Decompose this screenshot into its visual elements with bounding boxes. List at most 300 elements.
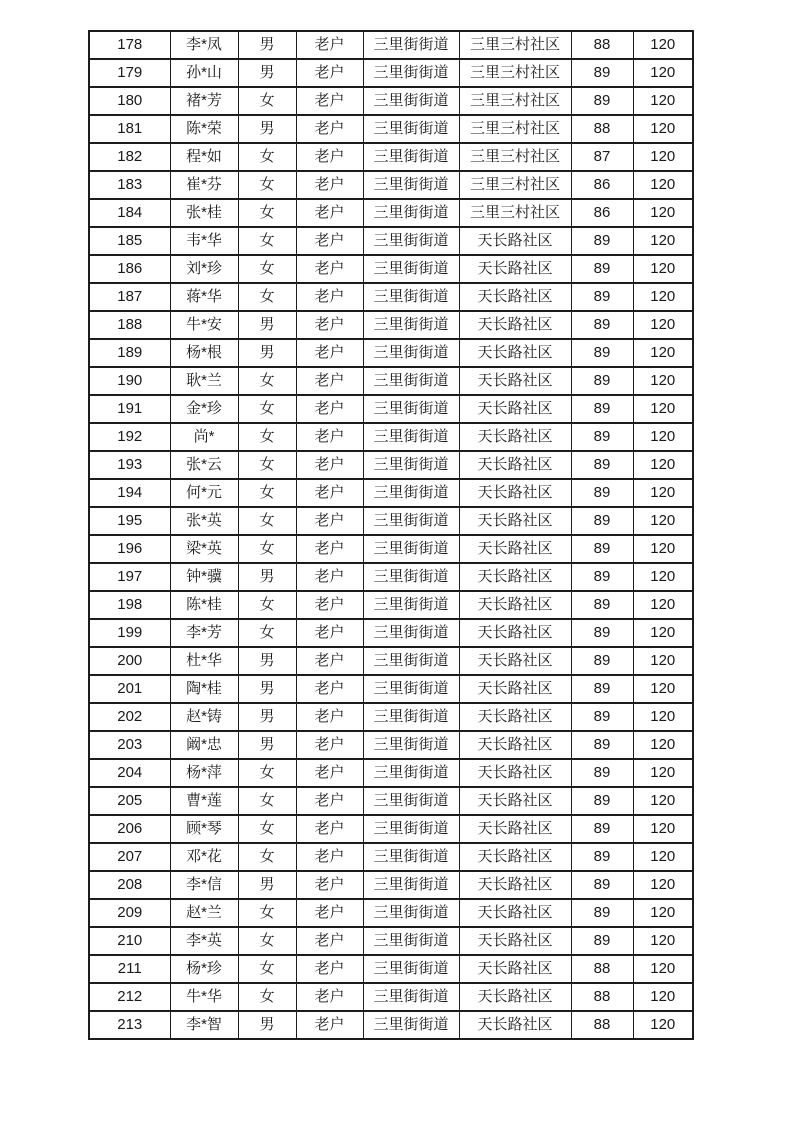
table-row xyxy=(89,507,693,535)
cell-gender: 女 xyxy=(238,815,296,843)
cell-gender: 男 xyxy=(238,115,296,143)
cell-name: 褚*芳 xyxy=(170,87,238,115)
cell-serial-number: 211 xyxy=(89,955,170,983)
cell-street: 三里街街道 xyxy=(363,619,459,647)
cell-gender: 女 xyxy=(238,283,296,311)
cell-gender: 女 xyxy=(238,591,296,619)
cell-street: 三里街街道 xyxy=(363,507,459,535)
cell-household-type: 老户 xyxy=(296,479,363,507)
cell-household-type: 老户 xyxy=(296,899,363,927)
cell-score: 88 xyxy=(571,115,633,143)
cell-community: 天长路社区 xyxy=(459,227,571,255)
cell-serial-number: 204 xyxy=(89,759,170,787)
table-row xyxy=(89,423,693,451)
table-row xyxy=(89,115,693,143)
cell-household-type: 老户 xyxy=(296,927,363,955)
cell-score: 89 xyxy=(571,367,633,395)
cell-household-type: 老户 xyxy=(296,87,363,115)
cell-street: 三里街街道 xyxy=(363,283,459,311)
cell-max-score: 120 xyxy=(633,199,693,227)
cell-score: 89 xyxy=(571,843,633,871)
cell-gender: 男 xyxy=(238,563,296,591)
cell-name: 阚*忠 xyxy=(170,731,238,759)
cell-gender: 女 xyxy=(238,787,296,815)
cell-score: 89 xyxy=(571,815,633,843)
table-row xyxy=(89,283,693,311)
cell-community: 天长路社区 xyxy=(459,535,571,563)
table-row xyxy=(89,479,693,507)
cell-name: 何*元 xyxy=(170,479,238,507)
cell-serial-number: 192 xyxy=(89,423,170,451)
cell-street: 三里街街道 xyxy=(363,731,459,759)
cell-max-score: 120 xyxy=(633,815,693,843)
cell-gender: 男 xyxy=(238,339,296,367)
table-row xyxy=(89,787,693,815)
cell-household-type: 老户 xyxy=(296,871,363,899)
cell-gender: 女 xyxy=(238,535,296,563)
cell-name: 刘*珍 xyxy=(170,255,238,283)
cell-name: 杜*华 xyxy=(170,647,238,675)
cell-max-score: 120 xyxy=(633,31,693,59)
cell-name: 牛*安 xyxy=(170,311,238,339)
cell-name: 李*智 xyxy=(170,1011,238,1039)
cell-street: 三里街街道 xyxy=(363,423,459,451)
cell-street: 三里街街道 xyxy=(363,31,459,59)
table-row xyxy=(89,675,693,703)
cell-community: 三里三村社区 xyxy=(459,87,571,115)
table-row xyxy=(89,367,693,395)
cell-serial-number: 210 xyxy=(89,927,170,955)
cell-street: 三里街街道 xyxy=(363,871,459,899)
table-row xyxy=(89,339,693,367)
cell-street: 三里街街道 xyxy=(363,479,459,507)
cell-street: 三里街街道 xyxy=(363,87,459,115)
cell-score: 89 xyxy=(571,255,633,283)
cell-max-score: 120 xyxy=(633,927,693,955)
cell-community: 天长路社区 xyxy=(459,507,571,535)
cell-community: 天长路社区 xyxy=(459,283,571,311)
cell-name: 赵*铸 xyxy=(170,703,238,731)
cell-score: 89 xyxy=(571,731,633,759)
cell-max-score: 120 xyxy=(633,171,693,199)
cell-serial-number: 208 xyxy=(89,871,170,899)
cell-serial-number: 185 xyxy=(89,227,170,255)
cell-name: 李*英 xyxy=(170,927,238,955)
cell-street: 三里街街道 xyxy=(363,395,459,423)
cell-serial-number: 205 xyxy=(89,787,170,815)
cell-score: 89 xyxy=(571,479,633,507)
cell-street: 三里街街道 xyxy=(363,115,459,143)
cell-name: 牛*华 xyxy=(170,983,238,1011)
table-row xyxy=(89,395,693,423)
table-row xyxy=(89,1011,693,1039)
cell-name: 邓*花 xyxy=(170,843,238,871)
cell-street: 三里街街道 xyxy=(363,451,459,479)
table-row xyxy=(89,703,693,731)
table-row xyxy=(89,647,693,675)
cell-score: 89 xyxy=(571,535,633,563)
cell-street: 三里街街道 xyxy=(363,703,459,731)
cell-street: 三里街街道 xyxy=(363,535,459,563)
cell-score: 89 xyxy=(571,591,633,619)
cell-name: 李*芳 xyxy=(170,619,238,647)
cell-street: 三里街街道 xyxy=(363,787,459,815)
cell-community: 天长路社区 xyxy=(459,339,571,367)
cell-serial-number: 196 xyxy=(89,535,170,563)
cell-name: 尚* xyxy=(170,423,238,451)
cell-gender: 女 xyxy=(238,395,296,423)
cell-street: 三里街街道 xyxy=(363,171,459,199)
cell-household-type: 老户 xyxy=(296,339,363,367)
cell-street: 三里街街道 xyxy=(363,367,459,395)
cell-max-score: 120 xyxy=(633,647,693,675)
cell-household-type: 老户 xyxy=(296,507,363,535)
cell-max-score: 120 xyxy=(633,535,693,563)
cell-gender: 女 xyxy=(238,143,296,171)
cell-score: 89 xyxy=(571,451,633,479)
cell-community: 天长路社区 xyxy=(459,871,571,899)
cell-household-type: 老户 xyxy=(296,31,363,59)
cell-name: 李*凤 xyxy=(170,31,238,59)
cell-score: 86 xyxy=(571,171,633,199)
cell-household-type: 老户 xyxy=(296,815,363,843)
cell-street: 三里街街道 xyxy=(363,59,459,87)
cell-max-score: 120 xyxy=(633,143,693,171)
cell-name: 金*珍 xyxy=(170,395,238,423)
cell-name: 崔*芬 xyxy=(170,171,238,199)
cell-max-score: 120 xyxy=(633,591,693,619)
cell-max-score: 120 xyxy=(633,843,693,871)
cell-name: 杨*根 xyxy=(170,339,238,367)
cell-max-score: 120 xyxy=(633,115,693,143)
table-row xyxy=(89,759,693,787)
cell-street: 三里街街道 xyxy=(363,675,459,703)
cell-name: 陈*桂 xyxy=(170,591,238,619)
cell-gender: 女 xyxy=(238,983,296,1011)
cell-gender: 男 xyxy=(238,1011,296,1039)
cell-household-type: 老户 xyxy=(296,955,363,983)
cell-street: 三里街街道 xyxy=(363,983,459,1011)
cell-name: 陈*荣 xyxy=(170,115,238,143)
cell-max-score: 120 xyxy=(633,367,693,395)
cell-serial-number: 183 xyxy=(89,171,170,199)
cell-community: 天长路社区 xyxy=(459,815,571,843)
table-row xyxy=(89,143,693,171)
cell-household-type: 老户 xyxy=(296,59,363,87)
cell-street: 三里街街道 xyxy=(363,199,459,227)
cell-max-score: 120 xyxy=(633,59,693,87)
cell-score: 89 xyxy=(571,899,633,927)
cell-score: 89 xyxy=(571,619,633,647)
cell-score: 89 xyxy=(571,311,633,339)
cell-household-type: 老户 xyxy=(296,283,363,311)
cell-max-score: 120 xyxy=(633,563,693,591)
cell-score: 87 xyxy=(571,143,633,171)
cell-serial-number: 179 xyxy=(89,59,170,87)
cell-max-score: 120 xyxy=(633,479,693,507)
cell-max-score: 120 xyxy=(633,283,693,311)
cell-household-type: 老户 xyxy=(296,843,363,871)
cell-score: 89 xyxy=(571,787,633,815)
cell-name: 杨*珍 xyxy=(170,955,238,983)
cell-household-type: 老户 xyxy=(296,227,363,255)
table-row xyxy=(89,31,693,59)
cell-street: 三里街街道 xyxy=(363,647,459,675)
cell-max-score: 120 xyxy=(633,871,693,899)
cell-serial-number: 190 xyxy=(89,367,170,395)
cell-community: 天长路社区 xyxy=(459,731,571,759)
table-row xyxy=(89,815,693,843)
cell-serial-number: 193 xyxy=(89,451,170,479)
cell-community: 天长路社区 xyxy=(459,563,571,591)
cell-serial-number: 200 xyxy=(89,647,170,675)
cell-serial-number: 198 xyxy=(89,591,170,619)
cell-community: 天长路社区 xyxy=(459,703,571,731)
cell-max-score: 120 xyxy=(633,983,693,1011)
cell-max-score: 120 xyxy=(633,1011,693,1039)
cell-household-type: 老户 xyxy=(296,787,363,815)
table-row xyxy=(89,451,693,479)
cell-max-score: 120 xyxy=(633,339,693,367)
table-row xyxy=(89,227,693,255)
cell-street: 三里街街道 xyxy=(363,143,459,171)
cell-max-score: 120 xyxy=(633,507,693,535)
cell-max-score: 120 xyxy=(633,955,693,983)
cell-gender: 女 xyxy=(238,171,296,199)
cell-street: 三里街街道 xyxy=(363,927,459,955)
cell-serial-number: 191 xyxy=(89,395,170,423)
cell-score: 89 xyxy=(571,647,633,675)
cell-street: 三里街街道 xyxy=(363,591,459,619)
table-row xyxy=(89,255,693,283)
cell-serial-number: 181 xyxy=(89,115,170,143)
cell-street: 三里街街道 xyxy=(363,843,459,871)
cell-gender: 女 xyxy=(238,899,296,927)
cell-gender: 男 xyxy=(238,675,296,703)
cell-name: 李*信 xyxy=(170,871,238,899)
cell-community: 天长路社区 xyxy=(459,675,571,703)
cell-community: 三里三村社区 xyxy=(459,31,571,59)
cell-community: 天长路社区 xyxy=(459,983,571,1011)
cell-name: 蒋*华 xyxy=(170,283,238,311)
cell-household-type: 老户 xyxy=(296,619,363,647)
cell-gender: 女 xyxy=(238,227,296,255)
cell-community: 天长路社区 xyxy=(459,367,571,395)
cell-community: 天长路社区 xyxy=(459,479,571,507)
cell-gender: 女 xyxy=(238,255,296,283)
cell-street: 三里街街道 xyxy=(363,815,459,843)
cell-serial-number: 180 xyxy=(89,87,170,115)
cell-name: 曹*莲 xyxy=(170,787,238,815)
cell-community: 天长路社区 xyxy=(459,619,571,647)
cell-serial-number: 188 xyxy=(89,311,170,339)
cell-community: 天长路社区 xyxy=(459,647,571,675)
cell-serial-number: 209 xyxy=(89,899,170,927)
cell-score: 89 xyxy=(571,339,633,367)
cell-name: 张*英 xyxy=(170,507,238,535)
cell-street: 三里街街道 xyxy=(363,339,459,367)
cell-community: 三里三村社区 xyxy=(459,115,571,143)
cell-serial-number: 213 xyxy=(89,1011,170,1039)
cell-community: 三里三村社区 xyxy=(459,143,571,171)
cell-gender: 女 xyxy=(238,955,296,983)
cell-score: 89 xyxy=(571,283,633,311)
cell-gender: 男 xyxy=(238,31,296,59)
cell-max-score: 120 xyxy=(633,787,693,815)
cell-community: 天长路社区 xyxy=(459,955,571,983)
cell-name: 程*如 xyxy=(170,143,238,171)
cell-gender: 女 xyxy=(238,367,296,395)
cell-street: 三里街街道 xyxy=(363,227,459,255)
cell-max-score: 120 xyxy=(633,255,693,283)
cell-serial-number: 195 xyxy=(89,507,170,535)
cell-score: 89 xyxy=(571,759,633,787)
cell-street: 三里街街道 xyxy=(363,759,459,787)
table-row xyxy=(89,87,693,115)
cell-community: 天长路社区 xyxy=(459,395,571,423)
cell-max-score: 120 xyxy=(633,619,693,647)
cell-household-type: 老户 xyxy=(296,171,363,199)
cell-community: 三里三村社区 xyxy=(459,199,571,227)
cell-serial-number: 186 xyxy=(89,255,170,283)
cell-household-type: 老户 xyxy=(296,731,363,759)
cell-max-score: 120 xyxy=(633,423,693,451)
cell-serial-number: 206 xyxy=(89,815,170,843)
cell-gender: 女 xyxy=(238,199,296,227)
table-row xyxy=(89,59,693,87)
cell-household-type: 老户 xyxy=(296,367,363,395)
cell-serial-number: 202 xyxy=(89,703,170,731)
cell-score: 88 xyxy=(571,983,633,1011)
cell-gender: 女 xyxy=(238,423,296,451)
table-row xyxy=(89,983,693,1011)
cell-household-type: 老户 xyxy=(296,703,363,731)
cell-serial-number: 212 xyxy=(89,983,170,1011)
cell-gender: 女 xyxy=(238,507,296,535)
cell-household-type: 老户 xyxy=(296,591,363,619)
cell-community: 天长路社区 xyxy=(459,759,571,787)
cell-serial-number: 194 xyxy=(89,479,170,507)
cell-street: 三里街街道 xyxy=(363,899,459,927)
table-row xyxy=(89,871,693,899)
cell-community: 天长路社区 xyxy=(459,591,571,619)
cell-serial-number: 189 xyxy=(89,339,170,367)
cell-name: 耿*兰 xyxy=(170,367,238,395)
cell-household-type: 老户 xyxy=(296,535,363,563)
cell-serial-number: 201 xyxy=(89,675,170,703)
cell-community: 三里三村社区 xyxy=(459,59,571,87)
cell-community: 天长路社区 xyxy=(459,255,571,283)
cell-serial-number: 182 xyxy=(89,143,170,171)
cell-max-score: 120 xyxy=(633,311,693,339)
table-row xyxy=(89,955,693,983)
cell-street: 三里街街道 xyxy=(363,563,459,591)
table-row xyxy=(89,563,693,591)
cell-name: 张*桂 xyxy=(170,199,238,227)
cell-community: 天长路社区 xyxy=(459,899,571,927)
cell-score: 89 xyxy=(571,395,633,423)
cell-score: 89 xyxy=(571,507,633,535)
cell-household-type: 老户 xyxy=(296,311,363,339)
cell-gender: 女 xyxy=(238,927,296,955)
cell-name: 赵*兰 xyxy=(170,899,238,927)
cell-gender: 女 xyxy=(238,843,296,871)
cell-household-type: 老户 xyxy=(296,1011,363,1039)
cell-household-type: 老户 xyxy=(296,255,363,283)
cell-household-type: 老户 xyxy=(296,759,363,787)
cell-score: 89 xyxy=(571,423,633,451)
table-row xyxy=(89,311,693,339)
cell-community: 三里三村社区 xyxy=(459,171,571,199)
cell-gender: 男 xyxy=(238,647,296,675)
cell-score: 88 xyxy=(571,31,633,59)
cell-max-score: 120 xyxy=(633,703,693,731)
cell-gender: 男 xyxy=(238,311,296,339)
cell-street: 三里街街道 xyxy=(363,955,459,983)
cell-name: 张*云 xyxy=(170,451,238,479)
cell-score: 89 xyxy=(571,927,633,955)
cell-name: 陶*桂 xyxy=(170,675,238,703)
cell-score: 89 xyxy=(571,87,633,115)
cell-household-type: 老户 xyxy=(296,423,363,451)
cell-score: 88 xyxy=(571,1011,633,1039)
cell-community: 天长路社区 xyxy=(459,451,571,479)
cell-serial-number: 187 xyxy=(89,283,170,311)
cell-household-type: 老户 xyxy=(296,143,363,171)
cell-household-type: 老户 xyxy=(296,675,363,703)
table-row xyxy=(89,199,693,227)
table-row xyxy=(89,899,693,927)
table-body xyxy=(89,31,693,1039)
cell-gender: 女 xyxy=(238,619,296,647)
cell-name: 杨*萍 xyxy=(170,759,238,787)
table-row xyxy=(89,591,693,619)
cell-gender: 男 xyxy=(238,59,296,87)
cell-serial-number: 207 xyxy=(89,843,170,871)
cell-score: 89 xyxy=(571,227,633,255)
cell-gender: 女 xyxy=(238,87,296,115)
cell-household-type: 老户 xyxy=(296,647,363,675)
roster-table xyxy=(88,30,694,1040)
cell-household-type: 老户 xyxy=(296,199,363,227)
cell-max-score: 120 xyxy=(633,87,693,115)
cell-serial-number: 199 xyxy=(89,619,170,647)
cell-score: 86 xyxy=(571,199,633,227)
cell-gender: 男 xyxy=(238,703,296,731)
cell-street: 三里街街道 xyxy=(363,255,459,283)
table-row xyxy=(89,927,693,955)
cell-community: 天长路社区 xyxy=(459,423,571,451)
cell-serial-number: 178 xyxy=(89,31,170,59)
cell-community: 天长路社区 xyxy=(459,311,571,339)
cell-household-type: 老户 xyxy=(296,983,363,1011)
cell-max-score: 120 xyxy=(633,675,693,703)
cell-household-type: 老户 xyxy=(296,115,363,143)
cell-max-score: 120 xyxy=(633,451,693,479)
cell-score: 89 xyxy=(571,563,633,591)
cell-community: 天长路社区 xyxy=(459,927,571,955)
cell-community: 天长路社区 xyxy=(459,1011,571,1039)
cell-name: 孙*山 xyxy=(170,59,238,87)
cell-serial-number: 184 xyxy=(89,199,170,227)
cell-max-score: 120 xyxy=(633,759,693,787)
cell-gender: 女 xyxy=(238,451,296,479)
cell-score: 88 xyxy=(571,955,633,983)
cell-score: 89 xyxy=(571,703,633,731)
cell-street: 三里街街道 xyxy=(363,311,459,339)
cell-gender: 男 xyxy=(238,731,296,759)
cell-gender: 女 xyxy=(238,479,296,507)
